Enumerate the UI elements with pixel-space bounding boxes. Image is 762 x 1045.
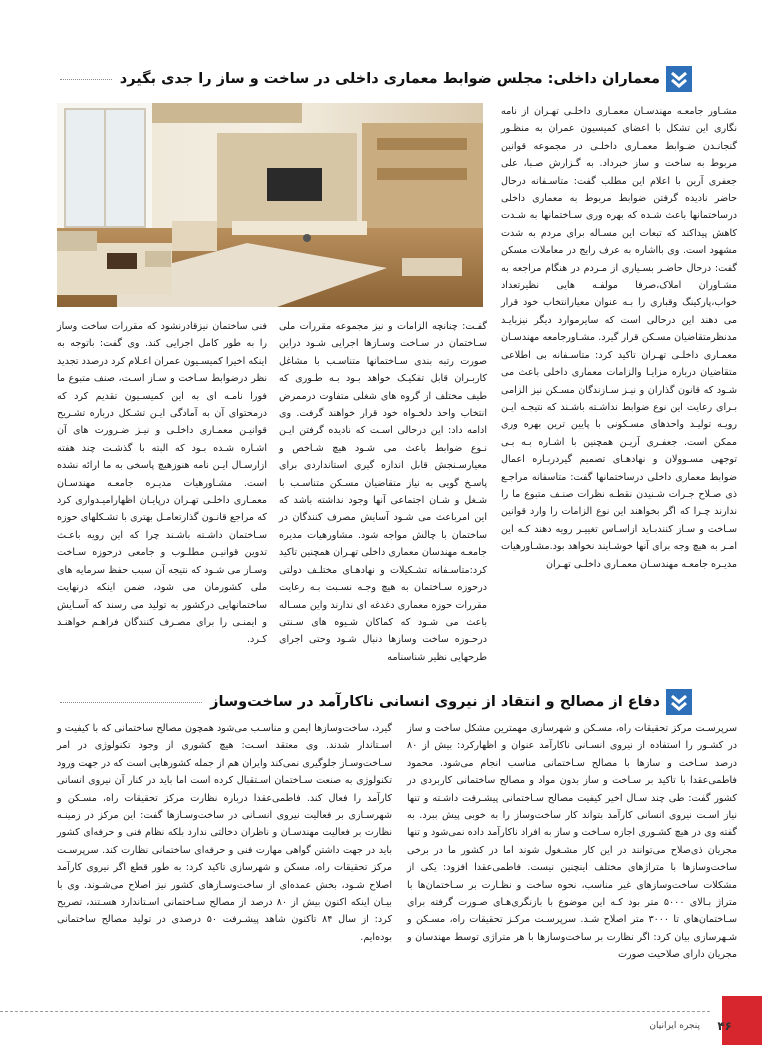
article2-headline xyxy=(60,687,692,717)
magazine-name: پنجره ایرانیان xyxy=(649,1021,700,1031)
chevron-down-icon xyxy=(666,66,692,92)
article1-text-middle: گفـت: چنانچه الزامات و نیز مجموعه مقررات ملی سـاختمان در سـاخت وسـازها اجرایی شـود دراین صورت رتبه بندی سـاختمانها متناسـب با مشاغل کاربـران قابل تفکیـک خواهد بـود بـه طـوری که طیف مختلف از گروه های شغلی متفاوت درممرض انتخاب واحد دلخـواه خود قرار خواهند گرفت. وی ادامه داد: این درحالی اسـت که نادیده گرفتن ایـن نـوع ضوابط باعث می شـود هیچ شـاخص و معیارسـنجش قابل اندازه گیری استانداردی برای پاسـخ گویی به نیاز متقاضیان مسـکن متناسـب با شـغل و شـان اجتماعی آنها وجود نداشته باشد که این امرباعث می شـود آسایش مصرف کنندگان در ساختمان با چالش مواجه شود. مشاورهیات مدیره جامعـه مهندسان معماری داخلی تهـران همچنین تاکید کرد:متاسـفانه تشـکیلات و نهادهـای مختلـف دولتی درحوزه سـاختمان به هیچ وجـه نسـبت بـه رعایت مقررات حوزه معماری دغدغه ای ندارند واین مسـاله باعث می شـود که کماکان شـیوه های سـنتی درحـوزه ساخت وسازها دنبال شـود وحتی اجرای طرحهایی نظیر شناسنامه xyxy=(279,321,487,663)
footer-divider xyxy=(0,1011,710,1012)
article1-title: معماران داخلی: مجلس ضوابط معماری داخلی در ساخت و ساز را جدی بگیرد xyxy=(119,71,660,87)
chevron-down-icon xyxy=(666,689,692,715)
article1-text-left: فنی ساختمان نیزقادرنشود که مقررات ساخت وساز را به طور کامل اجرایی کند. وی گفت: باتوجه به اینکه اخیرا کمیسـیون عمران اعـلام کرد درصدد تجدید نظر درضوابط سـاخت و سـاز اسـت، صنف متبوع ما فورا نامـه ای به این کمیسـیون تقدیم کرد که درمحتوای آن به آمادگی ایـن تشـکل درباره تشـریح قوانیـن معمـاری داخلـی و نیـز ضـرورت های آن اشـاره شـده بـود که البته با گذشـت چند هفته ازارسـال ایـن نامه هنوزهیچ پاسخی به ما ارائه نشده است. مشـاورهیات مدیـره جامعـه مهندسـان معمـاری داخلـی تهـران درپایـان اظهارامیـدواری کرد که مراجع قانـون گذارتعامـل بهتری با تشـکلهای حوزه سـاختمان داشـته باشـند چرا که این رویه باعـث تدوین قوانیـن مطلـوب و جامعی درحوزه سـاخت وسـاز می شـود که نتیجه آن سبب حفظ سرمایه های ملی کشورمان می شود، ضمن اینکه درنهایت ساختمانهایی درکشور به تولید می رسند که آسـایش و ایمنـی را برای مصـرف کنندگان فراهـم خواهنـد کـرد. xyxy=(57,321,267,646)
headline-divider xyxy=(60,79,112,80)
article2-column-left xyxy=(57,720,392,946)
article1-column-middle xyxy=(279,318,487,666)
article2-column-right xyxy=(407,720,737,964)
article1-column-left xyxy=(57,318,267,649)
article2-title: دفاع از مصالح و انتقاد از نیروی انسانی ناکارآمد در ساخت‌وساز xyxy=(210,694,660,710)
article1-column-right xyxy=(501,103,737,573)
article2-text-left: گیرد، ساخت‌وسازها ایمن و مناسـب می‌شود همچون مصالح ساختمانی که با کیفیت و اسـتاندار شدند. وی معتقد اسـت: هیچ کشوری از وجود تکنولوژی در امر سـاخت‌وسـاز جلوگیری نمی‌کند وایران هم از جمله کشورهایی است که در جهت ورود تکنولوژی به صنعت سـاختمان اسـتقبال کرده است اما باید در کنار آن نیروی انسانی کارآمد را فعال کند. فاطمی‌عقدا درباره نظارت مرکز تحقیقات راه، مسـکن و شهرسـازی بر فعالیت نیروی انسـانی در ساخت‌وسـازها گفت: این مرکز در زمینـه نظارت بر فعالیت مهندسـان و ناظران دخالتی ندارد بلکه نظام فنی و حرفه‌ای کشور باید در جهت داشتن گواهی مهارت فنی و حرفه‌ای ساختمانی نظارت کند. سرپرسـت مرکز تحقیقات راه، مسکن و شهرسازی تاکید کرد: به طور قطع اگر نیروی کارآمد اصلاح شـود، بخش عمده‌ای از ساخت‌وسـازهای کشور نیز اصلاح می‌شـوند. وی با بیـان اینکه اکنون بیش از ۸۰ درصد از مصالح سـاختمانی اسـتاندارد هسـتند، تصریح کرد: از سال ۸۴ تاکنون شاهد پیشـرفت ۵۰ درصدی در تولید مصالح ساختمانی بوده‌ایم. xyxy=(57,723,393,943)
article2-text-right: سرپرسـت مرکز تحقیقات راه، مسـکن و شهرسازی مهمترین مشکل ساخت و ساز در کشـور را استفاده از نیروی انسـانی ناکارآمد عنوان و اظهارکرد: بیش از ۸۰ درصد سـاخت و سازها با مصالح سـاختمانی مناسب انجام می‌شود. محمود فاطمی‌عقدا با تاکید بر سـاخت و ساز بدون مواد و مصالح ساختمانی کاربردی در کشور گفت: طی چند سـال اخیر کیفیت مصالح سـاختمانی پیشـرفت داشـته و تنها نیاز اسـت نیروی انسانی کارآمد بتواند کار ساخت‌وساز را به خوبی پیش ببرد. به گفته وی در هیچ کشـوری اجازه سـاخت و ساز به افراد ناکارآمد داده نمی‌شود و تنها مجریان ذی‌صلاح می‌توانند در این کار مشـغول شوند اما در کشور ما در برخی ساخت‌وسازها با متراژهای مختلف اینچنین نیست. فاطمی‌عقدا افزود: یکی از مشکلات ساخت‌و‌سازهای غیر مناسب، نحوه ساخت و نظـارت بر سـاختمان‌ها با متراژ بـالای ۵۰۰۰ متر بود کـه این موضوع با بازنگری‌هـای صـورت گرفته برای سـاختمان‌های تا ۳۰۰۰ متر اصلاح شـد. سرپرسـت مرکـز تحقیقات راه، مسـکن و شـهرسازی بیان کرد: اگر نظارت بر ساخت‌وسازها با هر متراژی توسط مهندسان و مجریان دارای صلاحیت صورت xyxy=(407,723,738,961)
living-room-photo xyxy=(57,103,483,307)
page-number: ۴۶ xyxy=(717,1019,732,1033)
headline-divider xyxy=(60,702,202,703)
article1-headline xyxy=(60,64,692,94)
article1-text-right: مشـاور جامعـه مهندسـان معمـاری داخلـی تهـران از نامه نگاری این تشکل با اعضای کمیسیون عمران به منظـور گنجانـدن ضـوابط معمـاری داخلـی در مجموعه قوانین مربوط به ساخت و ساز خبرداد. به گـزارش صـبا، علی جعفری آرین با اعلام این مطلب گفت: متاسـفانه درحال حاضر نادیده گرفتن ضوابط مربوط به معماری داخلی درساختمانها باعث شـده که بهره وری سـاختمانها به شـدت کاهش پیداکند که تبعات این مسـاله برای مردم به شدت مشهود است. وی بااشاره به عرف رایج در معاملات مسکن گفت: درحال حاضـر بسـیاری از مـردم در هنگام مراجعه به مشـاوران املاک،صرفا مولفـه هایی نظیرتعداد خواب،پارکینگ وقباری را بـه عنوان معیارانتخاب خود قرار می دهند این درحالی است که سایرموارد دیگر نیزبایـد مدنظرمتقاضیان مسـکن قرار گیرد. مشـاورجامعه مهندسـان معمـاری داخلـی تهـران تاکید کرد: متاسـفانه بی اطلاعی متقاضیان درباره مزایـا والزامات معماری داخلی باعث می شـود که قانون گذاران و نیـز سـازندگان مسـکن نیز الزامی بـرای رعایت این نوع ضوابط نداشـته باشـند که نتیجـه ایـن رویـه تولیـد واحدهای مسـکونی با پایین ترین بهره وری ممکن است. جعفـری آریـن همچنین با اشـاره بـه بـی توجهی مسـوولان و نهادهـای تصمیم گیردربـاره اعمال ضوابط معماری داخلی درساختمانها گفت: متاسفانه مراجـع ذی صـلاح جـرات شـنیدن نقطـه نظرات صنـف متبوع ما را ندارند چـرا که اگر بخواهند این نوع الزامات را وارد قوانین سـاخت و سـاز کنندبـاید ازاسـاس تغییـر رویه دهند کـه این امـر به هیچ وجه برای آنها خوشـایند نخواهد بود.مشـاورهیات مدیـره جامعـه مهندسـان معمـاری داخلـی تهـران xyxy=(501,106,737,570)
